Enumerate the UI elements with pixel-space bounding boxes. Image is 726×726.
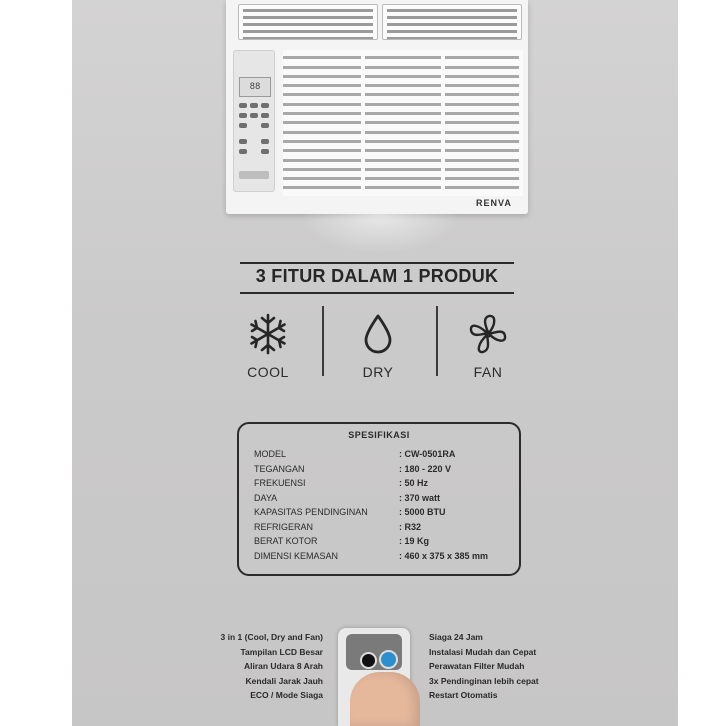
feature-label-cool: COOL [247, 364, 289, 380]
spec-row: MODEL : CW-0501RA [254, 449, 456, 459]
brand-logo: RENVA [476, 198, 512, 208]
spec-row: DIMENSI KEMASAN : 460 x 375 x 385 mm [254, 550, 489, 561]
specifications-title: SPESIFIKASI [348, 430, 410, 440]
spec-row: KAPASITAS PENDINGINAN : 5000 BTU [254, 507, 446, 517]
features-title: 3 FITUR DALAM 1 PRODUK [255, 266, 499, 286]
feature-item: Restart Otomatis [429, 690, 498, 700]
top-vent-right [382, 4, 522, 40]
fan-icon [466, 312, 510, 356]
droplet-icon [356, 312, 400, 356]
specifications-box [237, 422, 521, 576]
mode-button-icon [379, 650, 398, 669]
feature-item: Siaga 24 Jam [429, 632, 483, 642]
feature-item: 3 in 1 (Cool, Dry and Fan) [220, 632, 323, 642]
feature-item: 3x Pendinginan lebih cepat [429, 675, 539, 686]
cold-air-mist [300, 214, 460, 254]
feature-item: Perawatan Filter Mudah [429, 661, 525, 671]
remote-screen [346, 634, 402, 670]
feature-item: Instalasi Mudah dan Cepat [429, 646, 537, 657]
feature-label-fan: FAN [473, 364, 503, 380]
feature-label-dry: DRY [362, 364, 394, 380]
title-rule-top [240, 262, 514, 264]
title-rule-bottom [240, 292, 514, 294]
feature-divider [322, 306, 324, 376]
spec-row: TEGANGAN : 180 - 220 V [254, 463, 452, 474]
feature-item: Aliran Udara 8 Arah [243, 661, 323, 671]
snowflake-icon [246, 312, 290, 356]
top-vent-left [238, 4, 378, 40]
feature-divider [436, 306, 438, 376]
feature-list-left [180, 630, 323, 703]
feature-item: Tampilan LCD Besar [240, 646, 323, 657]
hand-image [350, 672, 420, 726]
feature-item: Kendali Jarak Jauh [245, 675, 323, 686]
spec-row: REFRIGERAN : R32 [254, 521, 422, 532]
ac-louver-grille [283, 50, 523, 196]
spec-row: FREKUENSI : 50 Hz [254, 478, 429, 488]
spec-row: BERAT KOTOR : 19 Kg [254, 536, 430, 546]
ac-control-panel [233, 50, 275, 192]
ac-lcd-display: 88 [239, 77, 271, 97]
feature-list-right [429, 630, 589, 703]
spec-row: DAYA : 370 watt [254, 492, 441, 503]
feature-item: ECO / Mode Siaga [250, 690, 323, 700]
power-button-icon [360, 652, 377, 669]
